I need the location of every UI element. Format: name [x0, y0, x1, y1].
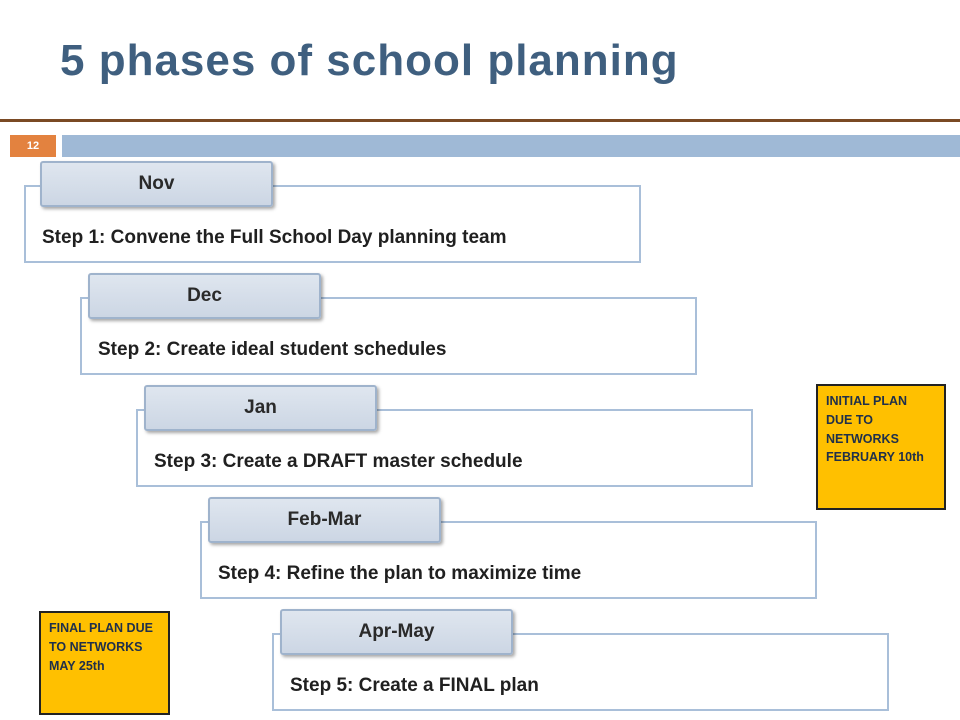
- step-5-month-tab: Apr-May: [280, 609, 513, 655]
- step-3-label: Step 3: Create a DRAFT master schedule: [154, 451, 523, 472]
- slide-number-badge: 12: [10, 135, 56, 157]
- step-2-label: Step 2: Create ideal student schedules: [98, 339, 447, 360]
- header-bar: [62, 135, 960, 157]
- title-divider: [0, 119, 960, 122]
- step-5-label: Step 5: Create a FINAL plan: [290, 675, 539, 696]
- final-plan-deadline-note: FINAL PLAN DUE TO NETWORKS MAY 25th: [39, 611, 170, 715]
- initial-plan-deadline-note: INITIAL PLAN DUE TO NETWORKS FEBRUARY 10th: [816, 384, 946, 510]
- step-3-month-tab: Jan: [144, 385, 377, 431]
- step-2-month-tab: Dec: [88, 273, 321, 319]
- step-1-month-tab: Nov: [40, 161, 273, 207]
- step-4-label: Step 4: Refine the plan to maximize time: [218, 563, 582, 584]
- step-4-month-tab: Feb-Mar: [208, 497, 441, 543]
- step-1-label: Step 1: Convene the Full School Day planning team: [42, 227, 507, 248]
- page-title: 5 phases of school planning: [60, 36, 679, 85]
